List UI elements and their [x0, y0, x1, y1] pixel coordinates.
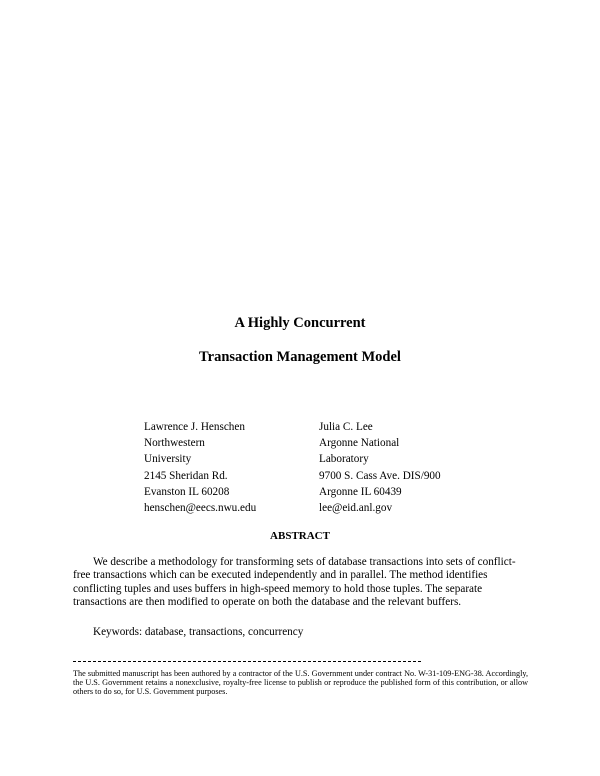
footnote-text: The submitted manuscript has been authored by a contractor of the U.S. Government under contract No. W-31-109-ENG-38. Accordingly, the U.S. Government retains a nonexclusive, royalty-free license to publish or reproduce the published form of this contribution, or allow others to do so, for U.S. Government purposes.: [73, 669, 528, 697]
author-city: Argonne IL 60439: [319, 485, 402, 498]
author-block-henschen: [144, 419, 256, 516]
author-block-lee: [319, 419, 441, 516]
author-street: 9700 S. Cass Ave. DIS/900: [319, 469, 441, 482]
footnote-separator: [73, 661, 421, 662]
abstract-body: We describe a methodology for transforming sets of database transactions into sets of conflict-free transactions which can be executed independently and in parallel. The method identifies conflicting tuples and uses buffers in high-speed memory to hold those tuples. The separate transactions are then modified to operate on both the database and the relevant buffers.: [73, 556, 516, 608]
author-affiliation-line-1: Argonne National: [319, 437, 400, 450]
keywords-line: Keywords: database, transactions, concurrency: [93, 626, 304, 638]
author-email: henschen@eecs.nwu.edu: [144, 502, 257, 515]
abstract-heading: ABSTRACT: [270, 530, 330, 542]
author-email: lee@eid.anl.gov: [319, 502, 393, 515]
author-city: Evanston IL 60208: [144, 485, 230, 498]
paper-title-line-1: A Highly Concurrent: [234, 315, 366, 331]
author-affiliation-line-1: Northwestern: [144, 437, 205, 450]
paper-title-line-2: Transaction Management Model: [199, 349, 401, 365]
author-affiliation-line-2: Laboratory: [319, 453, 369, 466]
author-name: Julia C. Lee: [319, 421, 373, 433]
author-affiliation-line-2: University: [144, 453, 192, 466]
author-name: Lawrence J. Henschen: [144, 421, 245, 433]
author-street: 2145 Sheridan Rd.: [144, 469, 228, 482]
